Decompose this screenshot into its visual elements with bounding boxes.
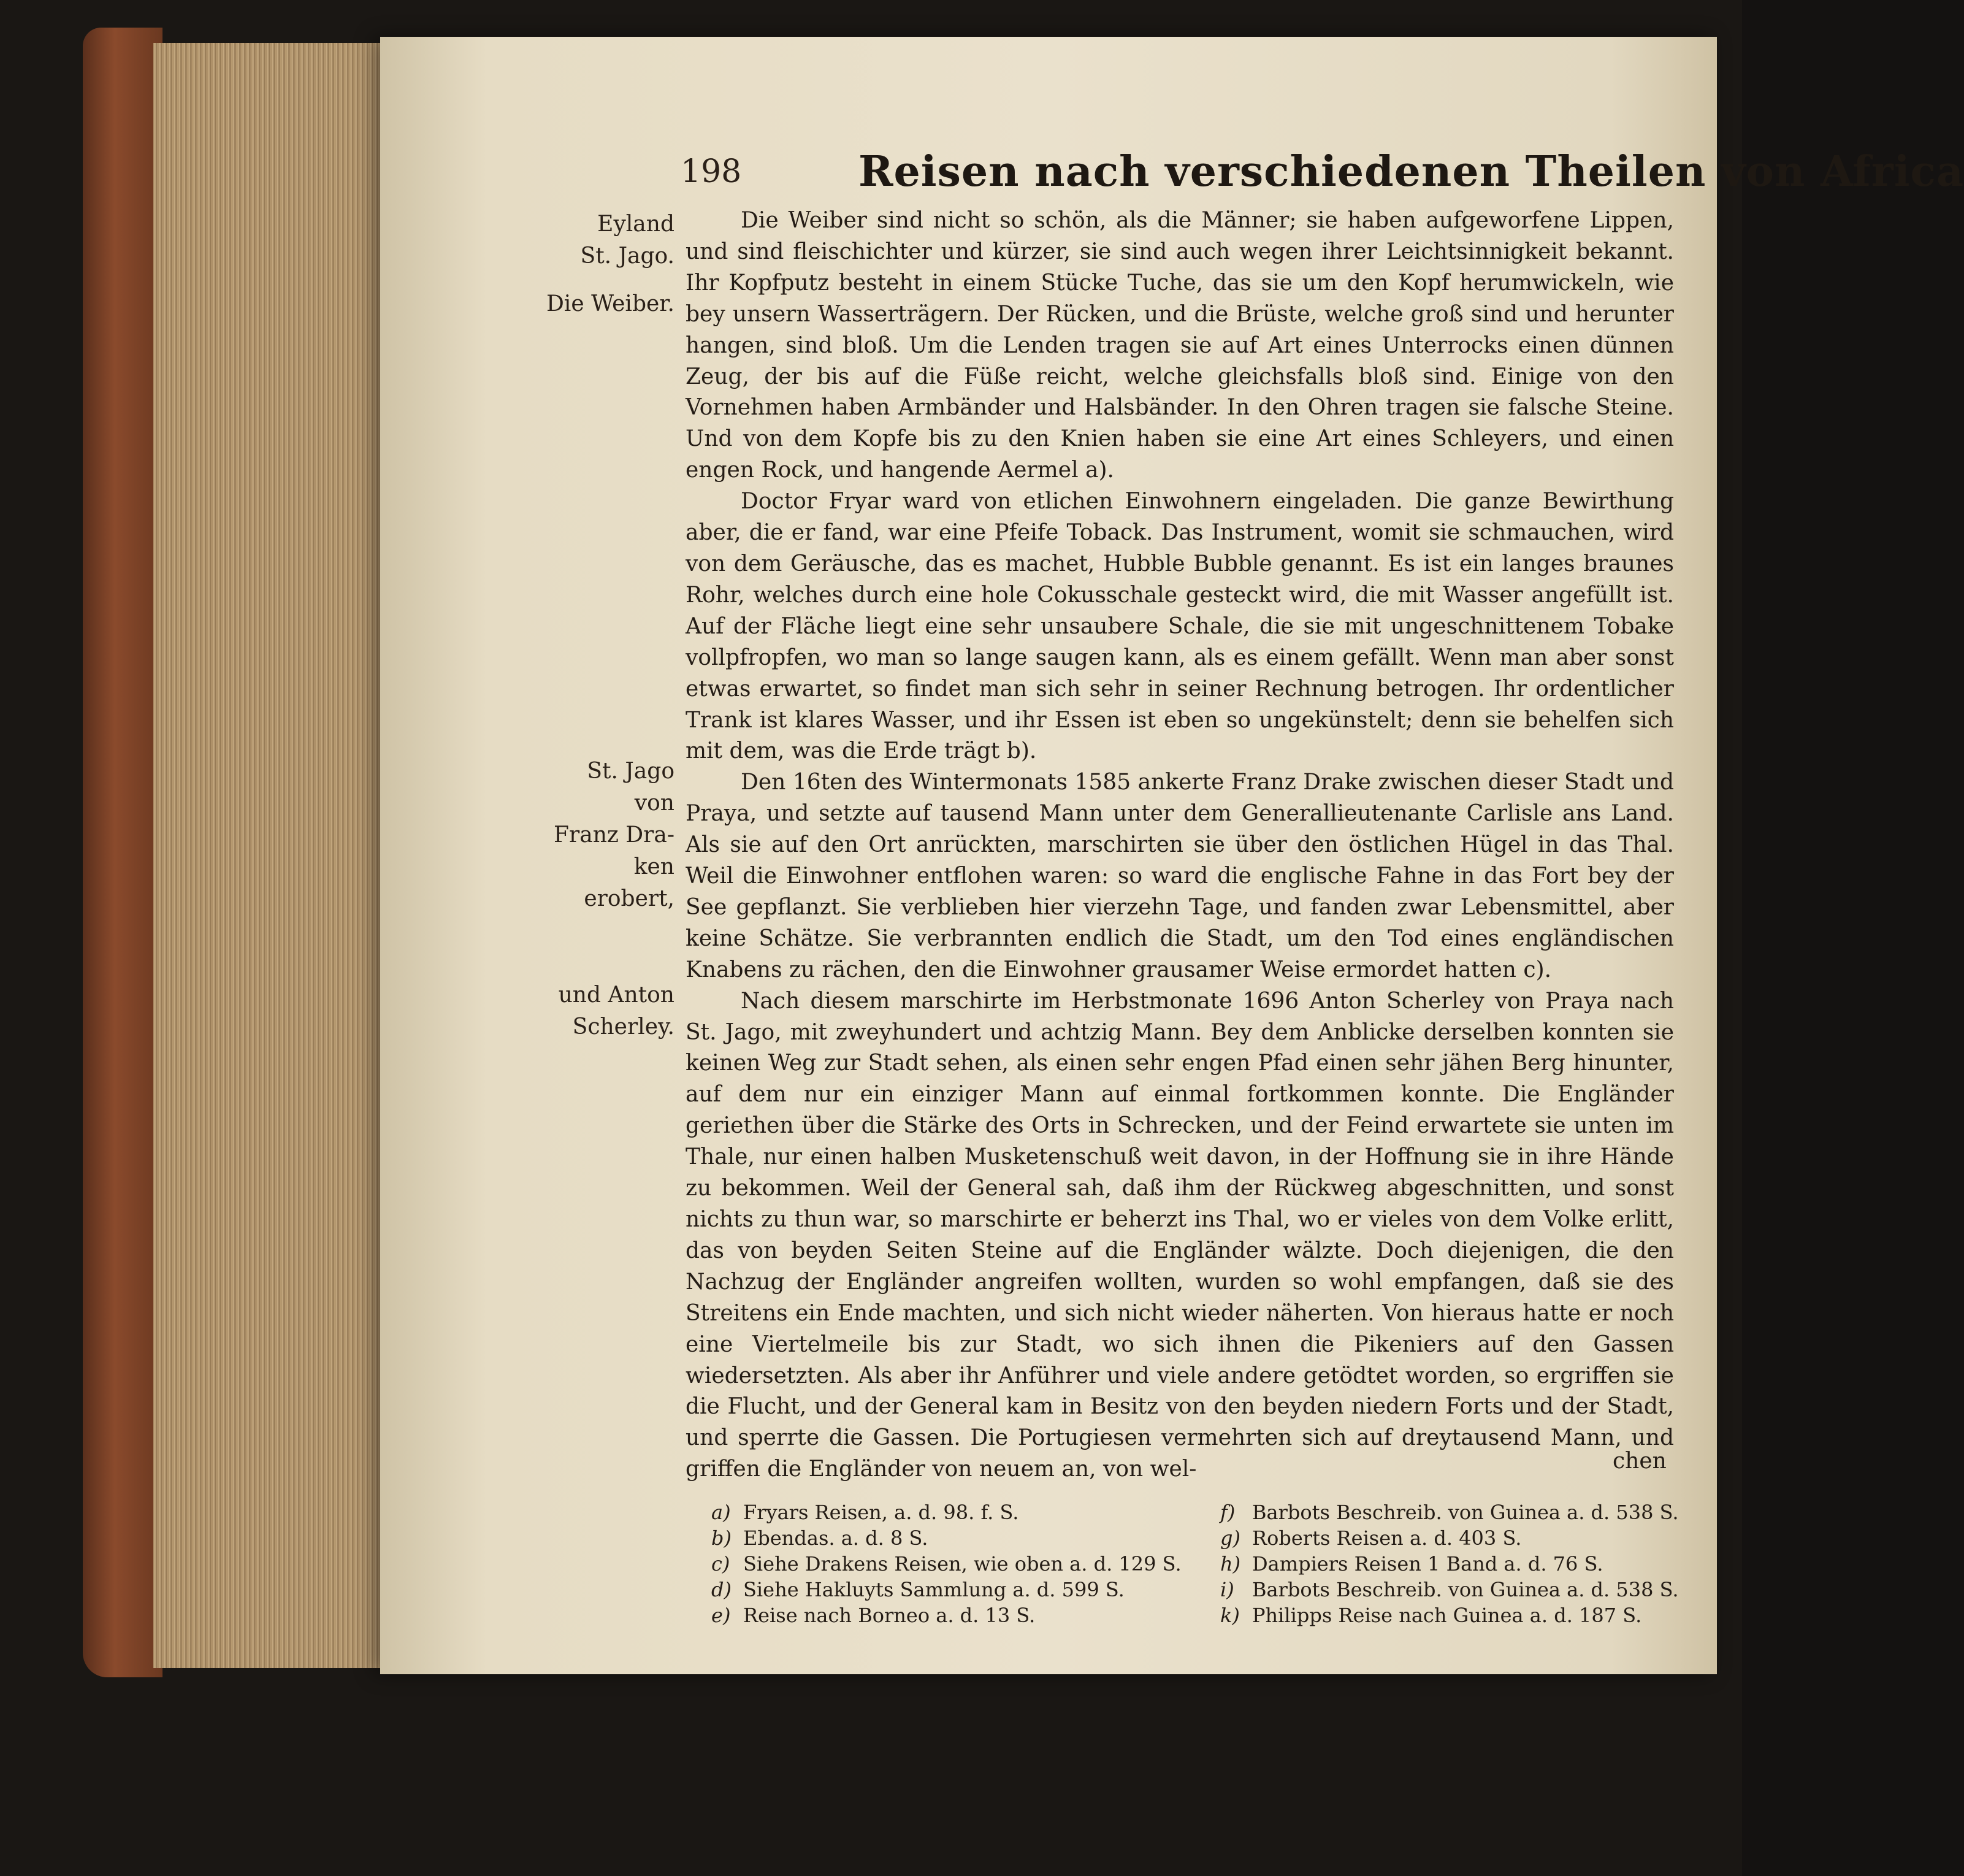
footnote — [711, 1551, 1214, 1577]
catchword: chen — [1613, 1449, 1667, 1474]
footnote — [711, 1499, 1214, 1525]
footnote-mark: a) — [711, 1501, 731, 1524]
footnote-mark: b) — [711, 1526, 732, 1550]
footnote-text: Siehe Hakluyts Sammlung a. d. 599 S. — [743, 1578, 1125, 1601]
paragraph: Nach diesem marschirte im Herbstmonate 1696 Anton Scherley von Praya nach St. Jago, mit zweyhundert und achtzig Mann. Bey dem Anblicke derselben konnten sie keinen Weg zur Stadt sehen, als einen sehr engen Pfad einen sehr jähen Berg hinunter, auf dem nur ein einziger Mann auf einmal fortkommen konnte. Die Engländer geriethen über die Stärke des Orts in Schrecken, und der Feind erwartete sie unten im Thale, nur einen halben Musketenschuß weit davon, in der Hoffnung sie in ihre Hände zu bekommen. Weil der General sah, daß ihm der Rückweg abgeschnitten, und sonst nichts zu thun war, so marschirte er beherzt ins Thal, wo er vieles von dem Volke erlitt, das von beyden Seiten Steine auf die Engländer wälzte. Doch diejenigen, die den Nachzug der Engländer angreifen wollten, wurden so wohl empfangen, daß sie des Streitens ein Ende machten, und sich nicht wieder näherten. Von hieraus hatte er noch eine Viertelmeile bis zur Stadt, wo sich ihnen die Pikeniers auf den Gassen wiedersetzten. Als aber ihr Anführer und viele andere getödtet worden, so ergriffen sie die Flucht, und der General kam in Besitz von den beyden niedern Forts und der Stadt, und sperrte die Gassen. Die Portugiesen vermehrten sich auf dreytausend Mann, und griffen die Engländer von neuem an, von wel- — [686, 988, 1674, 1482]
running-title: Reisen nach verschiedenen Theilen von Africa — [858, 147, 1964, 196]
paragraph: Die Weiber sind nicht so schön, als die Männer; sie haben aufgeworfene Lippen, und sind fleischichter und kürzer, sie sind auch wegen ihrer Leichtsinnigkeit bekannt. Ihr Kopfputz besteht in einem Stücke Tuche, das sie um den Kopf herumwickeln, wie bey unsern Wasserträgern. Der Rücken, und die Brüste, welche groß sind und herunter hangen, sind bloß. Um die Lenden tragen sie auf Art eines Unterrocks einen dünnen Zeug, der bis auf die Füße reicht, welche gleichsfalls bloß sind. Einige von den Vornehmen haben Armbänder und Halsbänder. In den Ohren tragen sie falsche Steine. Und von dem Kopfe bis zu den Knien haben sie eine Art eines Schleyers, und einen engen Rock, und hangende Aermel a). — [686, 208, 1674, 483]
footnotes-left — [711, 1499, 1214, 1628]
footnote-text: Fryars Reisen, a. d. 98. f. S. — [743, 1501, 1019, 1524]
paragraph: Den 16ten des Wintermonats 1585 ankerte Franz Drake zwischen dieser Stadt und Praya, und setzte auf tausend Mann unter dem Generallieutenante Carlisle ans Land. Als sie auf den Ort anrückten, marschirten sie über den östlichen Hügel in das Thal. Weil die Einwohner entflohen waren: so ward die englische Fahne in das Fort bey der See gepflanzt. Sie verblieben hier vierzehn Tage, und fanden zwar Lebensmittel, aber keine Schätze. Sie verbrannten endlich die Stadt, um den Tod eines engländischen Knabens zu rächen, den die Einwohner grausamer Weise ermordet hatten c). — [686, 770, 1674, 982]
footnotes-right — [1220, 1499, 1686, 1628]
footnote-mark: h) — [1220, 1552, 1241, 1575]
margin-note-weiber: Die Weiber. — [546, 291, 674, 316]
footnote — [711, 1602, 1214, 1628]
page-edges-stack — [153, 43, 386, 1668]
footnote-text: Philipps Reise nach Guinea a. d. 187 S. — [1252, 1604, 1642, 1627]
footnote-mark: k) — [1220, 1604, 1240, 1627]
footnote — [1220, 1551, 1686, 1577]
footnote-mark: g) — [1220, 1526, 1240, 1550]
page-header — [681, 147, 1964, 202]
page-number: 198 — [681, 153, 742, 190]
footnote-text: Roberts Reisen a. d. 403 S. — [1252, 1526, 1522, 1550]
footnote — [1220, 1499, 1686, 1525]
footnote — [1220, 1577, 1686, 1602]
margin-note-drake: St. Jago von Franz Dra- ken erobert, — [554, 759, 674, 911]
paragraph: Doctor Fryar ward von etlichen Einwohnern eingeladen. Die ganze Bewirthung aber, die er fand, war eine Pfeife Toback. Das Instrument, womit sie schmauchen, wird von dem Geräusche, das es machet, Hubble Bubble genannt. Es ist ein langes braunes Rohr, welches durch eine hole Cokusschale gesteckt wird, die mit Wasser angefüllt ist. Auf der Fläche liegt eine sehr unsaubere Schale, die sie mit ungeschnittenem Tobake vollpfropfen, wo man so lange saugen kann, als es einem gefällt. Wenn man aber sonst etwas erwartet, so findet man sich sehr in seiner Rechnung betrogen. Ihr ordentlicher Trank ist klares Wasser, und ihr Essen ist eben so ungekünstelt; denn sie behelfen sich mit dem, was die Erde trägt b). — [686, 489, 1674, 764]
footnote-text: Siehe Drakens Reisen, wie oben a. d. 129 S. — [743, 1552, 1182, 1575]
footnote-mark: f) — [1220, 1501, 1236, 1524]
main-text — [686, 205, 1674, 1485]
footnote-text: Dampiers Reisen 1 Band a. d. 76 S. — [1252, 1552, 1603, 1575]
footnote — [711, 1525, 1214, 1551]
footnote-text: Reise nach Borneo a. d. 13 S. — [743, 1604, 1036, 1627]
margin-note-eyland: Eyland St. Jago. — [580, 212, 674, 269]
footnote-mark: e) — [711, 1604, 731, 1627]
footnote — [1220, 1602, 1686, 1628]
footnote-text: Ebendas. a. d. 8 S. — [743, 1526, 928, 1550]
footnote — [1220, 1525, 1686, 1551]
footnote-text: Barbots Beschreib. von Guinea a. d. 538 S. — [1252, 1578, 1679, 1601]
footnote-mark: i) — [1220, 1578, 1234, 1601]
footnote-mark: c) — [711, 1552, 730, 1575]
footnote-text: Barbots Beschreib. von Guinea a. d. 538 S. — [1252, 1501, 1679, 1524]
footnote-mark: d) — [711, 1578, 732, 1601]
footnote — [711, 1577, 1214, 1602]
book-cover-edge — [83, 28, 162, 1677]
margin-note-scherley: und Anton Scherley. — [558, 982, 674, 1039]
